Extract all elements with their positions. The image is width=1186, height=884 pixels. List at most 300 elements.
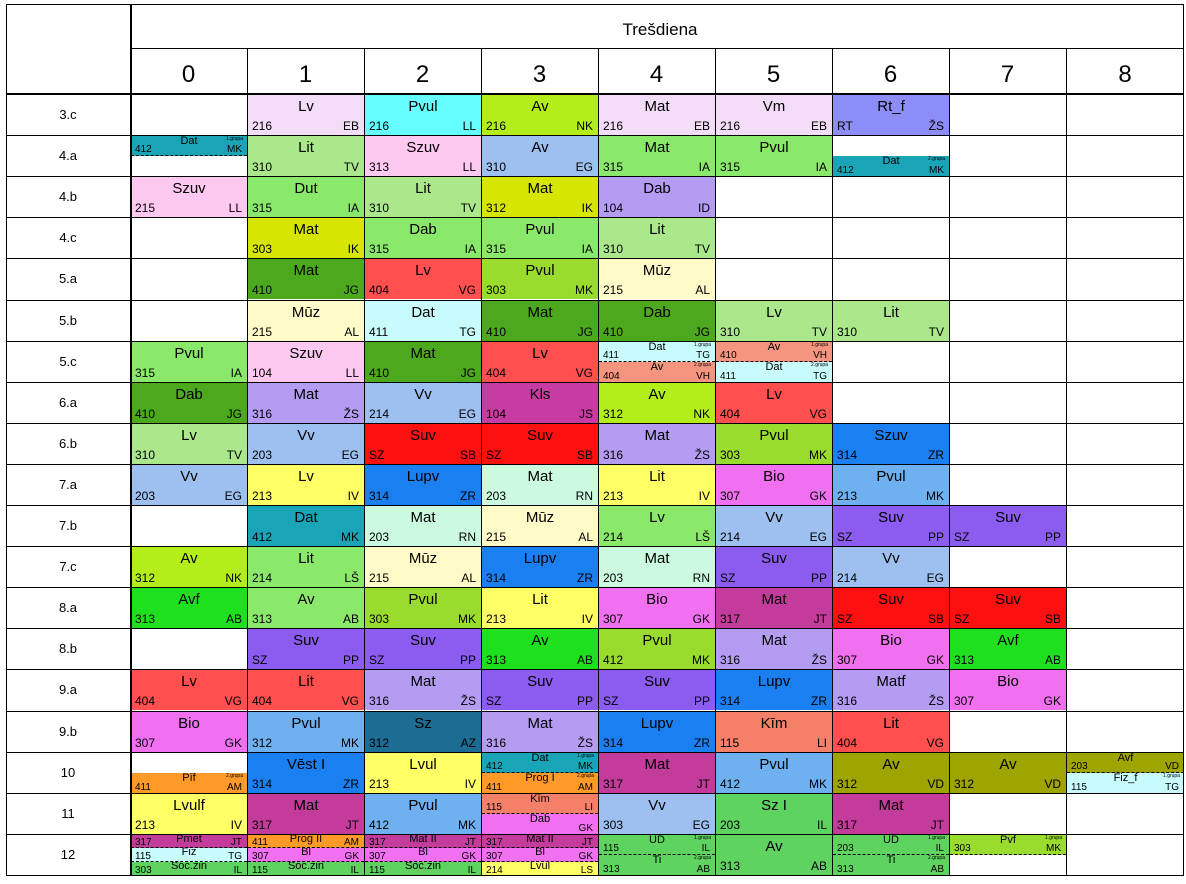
lesson-cell[interactable] (482, 342, 598, 382)
lesson-subject: Lv (181, 673, 197, 691)
lesson-subject: Mūz (291, 303, 321, 321)
lesson-subject: Av (882, 755, 900, 773)
lesson-subject: Pvul (876, 467, 906, 485)
lesson-teacher: ZR (343, 776, 359, 791)
lesson-teacher: MK (929, 165, 944, 177)
class-label: 9.b (58, 723, 78, 739)
lesson-cell[interactable] (833, 588, 949, 628)
lesson-cell[interactable] (482, 465, 598, 505)
lesson-subject: Mat (761, 591, 787, 609)
lesson-subject: Av (531, 139, 549, 157)
lesson-teacher: IL (701, 842, 710, 854)
lesson-cell[interactable] (365, 177, 481, 217)
lesson-cell[interactable] (131, 177, 247, 217)
lesson-room: 316 (252, 406, 273, 421)
lesson-cell[interactable] (131, 848, 247, 861)
lesson-room: 307 (603, 612, 624, 627)
group-label: 1.grupa (1163, 772, 1180, 779)
lesson-teacher: VG (575, 365, 593, 380)
lesson-subject: Suv (995, 509, 1021, 526)
lesson-cell[interactable] (716, 835, 832, 875)
lesson-cell[interactable] (716, 465, 832, 505)
lesson-subject: Mūz (525, 509, 555, 526)
lesson-teacher: IL (350, 864, 359, 875)
lesson-subject: Prog I (525, 772, 555, 784)
lesson-teacher: VH (696, 370, 710, 382)
lesson-teacher: RN (458, 530, 476, 545)
lesson-teacher: ZR (694, 735, 710, 750)
lesson-teacher: AM (344, 837, 359, 849)
lesson-cell[interactable] (131, 136, 247, 156)
lesson-cell[interactable] (248, 547, 364, 587)
lesson-teacher: PP (342, 653, 359, 668)
lesson-cell[interactable] (599, 136, 715, 176)
lesson-cell[interactable] (248, 95, 364, 135)
lesson-cell[interactable] (365, 794, 481, 834)
lesson-cell[interactable] (131, 424, 247, 464)
lesson-subject: Matf (876, 673, 906, 691)
lesson-cell[interactable] (716, 301, 832, 341)
lesson-cell[interactable] (833, 465, 949, 505)
lesson-subject: Szuv (289, 344, 323, 362)
group-label: 2.grupa (928, 854, 945, 861)
lesson-subject: Sz I (761, 796, 787, 814)
lesson-teacher: VG (809, 406, 827, 421)
lesson-cell[interactable] (365, 835, 481, 848)
lesson-room: 317 (603, 776, 624, 791)
lesson-cell[interactable] (365, 753, 481, 793)
lesson-cell[interactable] (482, 629, 598, 669)
lesson-room: 412 (252, 530, 273, 545)
lesson-cell[interactable] (833, 95, 949, 135)
lesson-teacher: IA (815, 160, 827, 175)
lesson-cell[interactable] (248, 218, 364, 258)
lesson-teacher: ŽS (928, 119, 944, 134)
lesson-cell[interactable] (482, 670, 598, 710)
lesson-teacher: IA (230, 365, 242, 380)
lesson-cell[interactable] (716, 362, 832, 382)
lesson-room: 216 (603, 119, 624, 134)
lesson-room: 313 (369, 160, 390, 175)
lesson-cell[interactable] (131, 547, 247, 587)
lesson-cell[interactable] (248, 670, 364, 710)
lesson-cell[interactable] (716, 712, 832, 752)
lesson-subject: Pmet (176, 834, 202, 845)
lesson-room: 314 (252, 776, 273, 791)
lesson-room: 315 (369, 242, 390, 257)
lesson-cell[interactable] (599, 794, 715, 834)
lesson-subject: Pvul (759, 755, 789, 773)
lesson-teacher: AB (696, 863, 710, 875)
lesson-cell[interactable] (833, 753, 949, 793)
lesson-subject: Lit (298, 139, 314, 157)
lesson-cell[interactable] (950, 670, 1066, 710)
lesson-cell[interactable] (365, 547, 481, 587)
lesson-cell[interactable] (599, 259, 715, 299)
lesson-cell[interactable] (482, 773, 598, 793)
lesson-cell[interactable] (833, 712, 949, 752)
lesson-room: 411 (603, 349, 619, 361)
grid-line (6, 135, 1184, 136)
lesson-cell[interactable] (482, 588, 598, 628)
lesson-subject: Vv (648, 796, 666, 814)
lesson-cell[interactable] (599, 753, 715, 793)
lesson-room: 404 (486, 365, 507, 380)
lesson-cell[interactable] (950, 588, 1066, 628)
grid-line (6, 382, 1184, 383)
lesson-cell[interactable] (599, 218, 715, 258)
lesson-cell[interactable] (599, 465, 715, 505)
class-label: 4.b (58, 189, 78, 205)
lesson-cell[interactable] (248, 506, 364, 546)
lesson-teacher: IL (935, 842, 944, 854)
lesson-cell[interactable] (950, 835, 1066, 855)
lesson-cell[interactable] (482, 259, 598, 299)
lesson-teacher: IV (581, 612, 593, 627)
lesson-subject: Mat (527, 714, 553, 732)
lesson-teacher: MK (809, 447, 827, 462)
lesson-cell[interactable] (599, 424, 715, 464)
lesson-room: 213 (486, 612, 507, 627)
lesson-teacher: JG (694, 324, 710, 339)
lesson-cell[interactable] (131, 670, 247, 710)
lesson-subject: Lupv (523, 550, 557, 568)
lesson-cell[interactable] (365, 301, 481, 341)
lesson-cell[interactable] (482, 95, 598, 135)
grid-line (6, 217, 1184, 218)
lesson-room: 314 (837, 447, 858, 462)
lesson-cell[interactable] (248, 848, 364, 861)
lesson-teacher: VG (926, 735, 944, 750)
lesson-cell[interactable] (482, 753, 598, 773)
lesson-cell[interactable] (365, 95, 481, 135)
lesson-subject: Kīm (760, 714, 788, 732)
lesson-room: 115 (603, 842, 619, 854)
lesson-cell[interactable] (833, 301, 949, 341)
lesson-cell[interactable] (482, 848, 598, 861)
lesson-cell[interactable] (950, 753, 1066, 793)
lesson-cell[interactable] (599, 670, 715, 710)
lesson-room: 312 (603, 406, 624, 421)
lesson-cell[interactable] (248, 424, 364, 464)
lesson-room: 115 (135, 850, 151, 862)
class-label: 4.a (58, 148, 78, 164)
lesson-teacher: SB (459, 447, 476, 462)
lesson-subject: Avf (997, 632, 1019, 650)
lesson-cell[interactable] (248, 862, 364, 875)
lesson-cell[interactable] (482, 383, 598, 423)
lesson-cell[interactable] (131, 465, 247, 505)
lesson-cell[interactable] (365, 383, 481, 423)
grid-line (6, 793, 1184, 794)
lesson-subject: Avf (1117, 752, 1134, 764)
lesson-teacher: AL (461, 571, 476, 586)
lesson-room: 203 (252, 447, 273, 462)
lesson-room: 115 (720, 735, 740, 750)
lesson-cell[interactable] (131, 835, 247, 848)
lesson-cell[interactable] (248, 177, 364, 217)
lesson-cell[interactable] (482, 794, 598, 814)
lesson-cell[interactable] (365, 424, 481, 464)
lesson-room: 313 (252, 612, 273, 627)
lesson-cell[interactable] (365, 588, 481, 628)
lesson-cell[interactable] (248, 753, 364, 793)
lesson-cell[interactable] (248, 794, 364, 834)
grid-line (6, 423, 1184, 424)
lesson-teacher: IV (347, 488, 359, 503)
lesson-teacher: GK (461, 850, 476, 862)
lesson-room: 312 (486, 201, 507, 216)
lesson-cell[interactable] (248, 629, 364, 669)
lesson-room: 313 (486, 653, 507, 668)
lesson-cell[interactable] (833, 794, 949, 834)
lesson-teacher: IA (464, 242, 476, 257)
lesson-subject: Suv (410, 426, 436, 444)
lesson-subject: Suv (644, 673, 670, 691)
lesson-cell[interactable] (131, 794, 247, 834)
lesson-teacher: LŠ (695, 530, 710, 545)
lesson-teacher: MK (926, 488, 944, 503)
lesson-room: 310 (135, 447, 156, 462)
lesson-teacher: LS (580, 864, 593, 875)
lesson-cell[interactable] (365, 259, 481, 299)
class-label: 6.a (58, 394, 78, 410)
lesson-cell[interactable] (482, 814, 598, 834)
lesson-teacher: JT (230, 837, 242, 849)
lesson-cell[interactable] (716, 95, 832, 135)
lesson-cell[interactable] (248, 259, 364, 299)
lesson-teacher: ZR (928, 447, 944, 462)
lesson-teacher: GK (926, 653, 944, 668)
lesson-cell[interactable] (599, 95, 715, 135)
lesson-cell[interactable] (716, 383, 832, 423)
lesson-cell[interactable] (365, 465, 481, 505)
lesson-subject: Bio (178, 714, 200, 732)
lesson-teacher: GK (809, 488, 827, 503)
lesson-cell[interactable] (833, 835, 949, 855)
lesson-cell[interactable] (833, 670, 949, 710)
lesson-cell[interactable] (365, 136, 481, 176)
lesson-room: 203 (1071, 760, 1088, 772)
lesson-cell[interactable] (482, 218, 598, 258)
lesson-subject: Mat (644, 550, 670, 568)
lesson-subject: Pvul (408, 796, 438, 814)
lesson-cell[interactable] (716, 753, 832, 793)
lesson-subject: Av (765, 837, 783, 855)
group-label: 2.grupa (226, 772, 243, 779)
lesson-cell[interactable] (716, 794, 832, 834)
lesson-subject: Suv (878, 509, 904, 526)
lesson-cell[interactable] (131, 342, 247, 382)
lesson-room: 307 (369, 850, 386, 862)
grid-line (6, 834, 1184, 835)
grid-line (6, 505, 1184, 506)
lesson-cell[interactable] (1067, 773, 1184, 793)
lesson-cell[interactable] (248, 342, 364, 382)
class-label: 8.a (58, 600, 78, 616)
lesson-subject: Mūz (408, 550, 438, 568)
lesson-subject: Ti (652, 854, 662, 866)
lesson-cell[interactable] (482, 712, 598, 752)
period-header: 5 (766, 61, 781, 88)
lesson-cell[interactable] (833, 547, 949, 587)
lesson-subject: Vv (882, 550, 900, 568)
lesson-cell[interactable] (365, 506, 481, 546)
lesson-room: 307 (720, 488, 741, 503)
lesson-cell[interactable] (365, 629, 481, 669)
lesson-cell[interactable] (248, 835, 364, 848)
lesson-subject: Mat (293, 221, 319, 239)
lesson-cell[interactable] (833, 506, 949, 546)
lesson-room: SZ (954, 530, 970, 545)
lesson-cell[interactable] (482, 506, 598, 546)
lesson-cell[interactable] (950, 629, 1066, 669)
lesson-cell[interactable] (365, 862, 481, 875)
lesson-subject: Lv (649, 509, 665, 526)
lesson-cell[interactable] (599, 547, 715, 587)
lesson-cell[interactable] (833, 424, 949, 464)
lesson-cell[interactable] (1067, 753, 1184, 773)
lesson-cell[interactable] (482, 136, 598, 176)
lesson-subject: Dab (529, 813, 551, 825)
lesson-cell[interactable] (248, 465, 364, 505)
lesson-subject: Av (648, 385, 666, 403)
lesson-cell[interactable] (248, 588, 364, 628)
lesson-subject: Dat (180, 136, 198, 148)
lesson-cell[interactable] (131, 383, 247, 423)
group-label: 1.grupa (226, 136, 243, 143)
lesson-cell[interactable] (716, 136, 832, 176)
lesson-cell[interactable] (365, 712, 481, 752)
lesson-cell[interactable] (131, 773, 247, 793)
lesson-cell[interactable] (599, 588, 715, 628)
lesson-teacher: MK (227, 144, 242, 156)
lesson-cell[interactable] (833, 855, 949, 875)
lesson-cell[interactable] (365, 342, 481, 382)
lesson-cell[interactable] (716, 506, 832, 546)
lesson-subject: Kls (529, 385, 551, 403)
lesson-room: 317 (837, 817, 858, 832)
lesson-cell[interactable] (599, 177, 715, 217)
lesson-teacher: LL (345, 365, 359, 380)
lesson-cell[interactable] (716, 342, 832, 362)
lesson-teacher: AB (1044, 653, 1061, 668)
lesson-cell[interactable] (482, 301, 598, 341)
lesson-cell[interactable] (716, 547, 832, 587)
lesson-cell[interactable] (599, 629, 715, 669)
lesson-cell[interactable] (365, 848, 481, 861)
lesson-room: 303 (252, 242, 273, 257)
lesson-cell[interactable] (716, 424, 832, 464)
period-header: 4 (649, 61, 664, 88)
lesson-subject: Lit (649, 467, 665, 485)
lesson-cell[interactable] (131, 588, 247, 628)
lesson-teacher: MK (458, 817, 476, 832)
lesson-cell[interactable] (365, 670, 481, 710)
lesson-teacher: EG (926, 571, 944, 586)
lesson-cell[interactable] (482, 424, 598, 464)
lesson-teacher: TV (811, 324, 827, 339)
lesson-room: RT (837, 119, 853, 134)
class-label: 7.b (58, 518, 78, 534)
lesson-teacher: TV (226, 447, 242, 462)
lesson-teacher: LŠ (344, 571, 359, 586)
lesson-cell[interactable] (716, 670, 832, 710)
lesson-cell[interactable] (833, 156, 949, 176)
lesson-room: 214 (252, 571, 273, 586)
lesson-teacher: JG (226, 406, 242, 421)
lesson-room: 313 (837, 863, 854, 875)
lesson-cell[interactable] (599, 506, 715, 546)
lesson-cell[interactable] (599, 835, 715, 855)
lesson-cell[interactable] (599, 301, 715, 341)
lesson-cell[interactable] (482, 835, 598, 848)
lesson-room: 404 (720, 406, 741, 421)
lesson-cell[interactable] (599, 362, 715, 382)
lesson-teacher: ŽS (694, 447, 710, 462)
group-label: 2.grupa (811, 361, 828, 368)
lesson-room: 310 (603, 242, 624, 257)
lesson-cell[interactable] (716, 588, 832, 628)
lesson-cell[interactable] (599, 342, 715, 362)
lesson-cell[interactable] (599, 712, 715, 752)
lesson-teacher: ŽS (577, 735, 593, 750)
lesson-teacher: MK (458, 612, 476, 627)
lesson-cell[interactable] (599, 383, 715, 423)
lesson-cell[interactable] (950, 506, 1066, 546)
lesson-room: 316 (720, 653, 741, 668)
lesson-teacher: JT (464, 837, 476, 849)
group-label: 2.grupa (694, 361, 711, 368)
lesson-subject: Prog II (289, 834, 323, 845)
group-label: 1.grupa (694, 834, 711, 841)
lesson-room: 404 (603, 370, 620, 382)
lesson-subject: Mat (527, 180, 553, 198)
lesson-cell[interactable] (599, 855, 715, 875)
lesson-cell[interactable] (482, 547, 598, 587)
lesson-room: 314 (603, 735, 624, 750)
lesson-cell[interactable] (833, 629, 949, 669)
lesson-teacher: LI (584, 801, 593, 813)
lesson-cell[interactable] (482, 177, 598, 217)
lesson-subject: Mat (527, 467, 553, 485)
lesson-room: 213 (369, 776, 390, 791)
lesson-cell[interactable] (248, 712, 364, 752)
lesson-teacher: EG (341, 447, 359, 462)
lesson-cell[interactable] (248, 301, 364, 341)
lesson-subject: Pvul (642, 632, 672, 650)
lesson-subject: Vm (762, 98, 786, 115)
lesson-cell[interactable] (131, 862, 247, 875)
grid-line (6, 176, 1184, 177)
lesson-room: SZ (486, 447, 502, 462)
lesson-subject: Mat (410, 509, 436, 526)
lesson-cell[interactable] (716, 629, 832, 669)
lesson-cell[interactable] (131, 712, 247, 752)
lesson-teacher: VD (1165, 760, 1179, 772)
lesson-room: 404 (252, 694, 273, 709)
lesson-cell[interactable] (365, 218, 481, 258)
lesson-teacher: IA (347, 201, 359, 216)
lesson-room: 215 (486, 530, 507, 545)
lesson-cell[interactable] (248, 383, 364, 423)
lesson-room: 412 (603, 653, 624, 668)
lesson-room: 315 (135, 365, 156, 380)
lesson-room: 312 (135, 571, 156, 586)
lesson-cell[interactable] (482, 862, 598, 875)
lesson-subject: UD (649, 834, 665, 846)
lesson-cell[interactable] (248, 136, 364, 176)
